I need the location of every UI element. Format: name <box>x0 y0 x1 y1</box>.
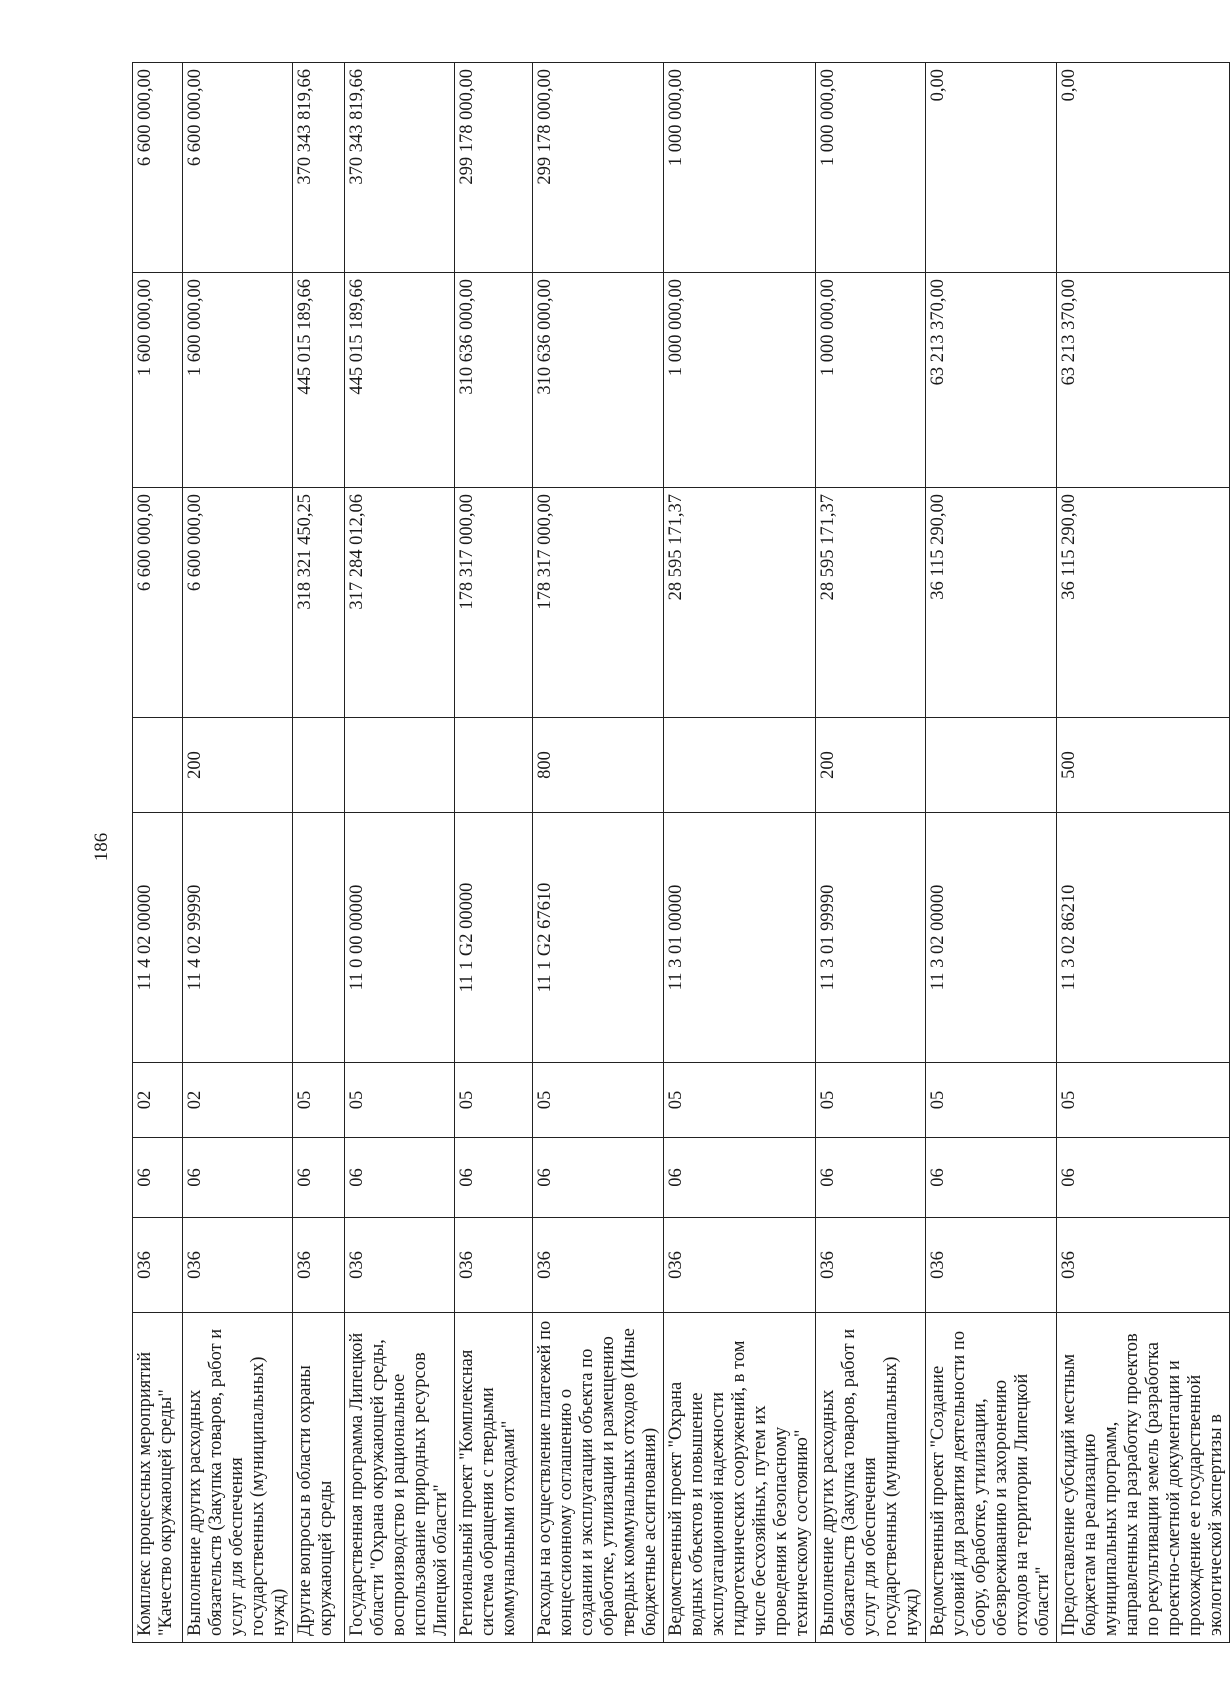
row-sum3: 0,00 <box>1057 63 1230 273</box>
row-grbs: 036 <box>926 1218 1057 1313</box>
document-sheet <box>132 63 1226 1643</box>
row-name: Расходы на осуществление платежей по концессионному соглашению о создании и эксплуатации объекта по обработке, утилизации и размещению твердых коммунальных отходов (Иные бюджетные ассигнования) <box>533 1313 664 1643</box>
row-grbs: 036 <box>664 1218 816 1313</box>
row-csr: 11 3 01 99990 <box>816 813 926 1063</box>
table-row <box>345 63 455 1643</box>
table-row <box>133 63 183 1643</box>
row-sum3: 299 178 000,00 <box>455 63 533 273</box>
table-row <box>293 63 345 1643</box>
row-sum3: 370 343 819,66 <box>345 63 455 273</box>
row-name: Государственная программа Липецкой области "Охрана окружающей среды, воспроизводство и рациональное использование природных ресурсов Липецкой области" <box>345 1313 455 1643</box>
table-row <box>664 63 816 1643</box>
row-vr <box>455 718 533 813</box>
row-sum2: 1 000 000,00 <box>664 273 816 488</box>
row-razdel: 06 <box>533 1138 664 1218</box>
row-csr: 11 3 02 86210 <box>1057 813 1230 1063</box>
table-row <box>816 63 926 1643</box>
row-razdel: 06 <box>133 1138 183 1218</box>
row-csr: 11 3 01 00000 <box>664 813 816 1063</box>
row-razdel: 06 <box>816 1138 926 1218</box>
row-razdel: 06 <box>1057 1138 1230 1218</box>
row-name: Предоставление субсидий местным бюджетам на реализацию муниципальных программ, направленных на разработку проектов по рекультивации земель (разработка проектно-сметной документации и прохождение ее государственной экологической экспертизы в <box>1057 1313 1230 1643</box>
row-podrazdel: 02 <box>133 1063 183 1138</box>
row-sum2: 1 600 000,00 <box>183 273 293 488</box>
table-row <box>455 63 533 1643</box>
row-sum2: 310 636 000,00 <box>533 273 664 488</box>
row-name: Региональный проект "Комплексная система обращения с твердыми коммунальными отходами" <box>455 1313 533 1643</box>
row-csr: 11 0 00 00000 <box>345 813 455 1063</box>
table-row <box>183 63 293 1643</box>
row-sum1: 6 600 000,00 <box>133 488 183 718</box>
row-sum2: 445 015 189,66 <box>345 273 455 488</box>
row-name: Ведомственный проект "Охрана водных объектов и повышение эксплуатационной надежности гидротехнических сооружений, в том числе бесхозяйных, путем их проведения к безопасному техническому состоянию" <box>664 1313 816 1643</box>
row-vr: 500 <box>1057 718 1230 813</box>
table-body <box>133 63 1230 1643</box>
row-razdel: 06 <box>345 1138 455 1218</box>
row-podrazdel: 05 <box>533 1063 664 1138</box>
row-sum3: 6 600 000,00 <box>183 63 293 273</box>
row-sum3: 1 000 000,00 <box>664 63 816 273</box>
row-sum3: 370 343 819,66 <box>293 63 345 273</box>
row-name: Комплекс процессных мероприятий "Качество окружающей среды" <box>133 1313 183 1643</box>
row-csr: 11 4 02 00000 <box>133 813 183 1063</box>
row-podrazdel: 05 <box>926 1063 1057 1138</box>
row-grbs: 036 <box>533 1218 664 1313</box>
row-sum1: 36 115 290,00 <box>926 488 1057 718</box>
row-vr: 200 <box>816 718 926 813</box>
row-sum1: 178 317 000,00 <box>455 488 533 718</box>
row-sum1: 28 595 171,37 <box>664 488 816 718</box>
row-grbs: 036 <box>816 1218 926 1313</box>
row-csr: 11 1 G2 00000 <box>455 813 533 1063</box>
row-name: Ведомственный проект "Создание условий для развития деятельности по сбору, обработке, утилизации, обезвреживанию и захоронению отходов на территории Липецкой области" <box>926 1313 1057 1643</box>
table-row <box>533 63 664 1643</box>
row-sum3: 299 178 000,00 <box>533 63 664 273</box>
row-sum2: 63 213 370,00 <box>926 273 1057 488</box>
row-sum2: 310 636 000,00 <box>455 273 533 488</box>
row-podrazdel: 05 <box>293 1063 345 1138</box>
row-sum2: 445 015 189,66 <box>293 273 345 488</box>
row-sum2: 1 600 000,00 <box>133 273 183 488</box>
row-sum3: 6 600 000,00 <box>133 63 183 273</box>
row-csr <box>293 813 345 1063</box>
row-vr <box>293 718 345 813</box>
budget-table <box>132 62 1230 1643</box>
table-row <box>1057 63 1230 1643</box>
table-row <box>926 63 1057 1643</box>
row-grbs: 036 <box>345 1218 455 1313</box>
row-grbs: 036 <box>293 1218 345 1313</box>
row-vr <box>664 718 816 813</box>
row-sum1: 6 600 000,00 <box>183 488 293 718</box>
row-sum1: 28 595 171,37 <box>816 488 926 718</box>
row-grbs: 036 <box>1057 1218 1230 1313</box>
row-csr: 11 4 02 99990 <box>183 813 293 1063</box>
row-name: Выполнение других расходных обязательств (Закупка товаров, работ и услуг для обеспечения государственных (муниципальных) нужд) <box>183 1313 293 1643</box>
row-csr: 11 1 G2 67610 <box>533 813 664 1063</box>
row-sum3: 0,00 <box>926 63 1057 273</box>
page-number: 186 <box>91 832 112 862</box>
row-grbs: 036 <box>133 1218 183 1313</box>
row-razdel: 06 <box>926 1138 1057 1218</box>
row-sum1: 317 284 012,06 <box>345 488 455 718</box>
row-sum3: 1 000 000,00 <box>816 63 926 273</box>
row-podrazdel: 05 <box>345 1063 455 1138</box>
row-sum1: 318 321 450,25 <box>293 488 345 718</box>
row-vr <box>926 718 1057 813</box>
row-podrazdel: 05 <box>1057 1063 1230 1138</box>
row-grbs: 036 <box>455 1218 533 1313</box>
row-sum2: 1 000 000,00 <box>816 273 926 488</box>
row-grbs: 036 <box>183 1218 293 1313</box>
row-vr: 800 <box>533 718 664 813</box>
row-razdel: 06 <box>455 1138 533 1218</box>
row-podrazdel: 05 <box>664 1063 816 1138</box>
row-podrazdel: 05 <box>455 1063 533 1138</box>
row-razdel: 06 <box>293 1138 345 1218</box>
row-vr: 200 <box>183 718 293 813</box>
row-sum2: 63 213 370,00 <box>1057 273 1230 488</box>
row-podrazdel: 02 <box>183 1063 293 1138</box>
row-name: Другие вопросы в области охраны окружающей среды <box>293 1313 345 1643</box>
row-name: Выполнение других расходных обязательств (Закупка товаров, работ и услуг для обеспечения государственных (муниципальных) нужд) <box>816 1313 926 1643</box>
row-razdel: 06 <box>183 1138 293 1218</box>
row-sum1: 178 317 000,00 <box>533 488 664 718</box>
rotated-table-container <box>132 63 1226 1643</box>
row-podrazdel: 05 <box>816 1063 926 1138</box>
row-vr <box>133 718 183 813</box>
row-csr: 11 3 02 00000 <box>926 813 1057 1063</box>
row-vr <box>345 718 455 813</box>
row-sum1: 36 115 290,00 <box>1057 488 1230 718</box>
row-razdel: 06 <box>664 1138 816 1218</box>
